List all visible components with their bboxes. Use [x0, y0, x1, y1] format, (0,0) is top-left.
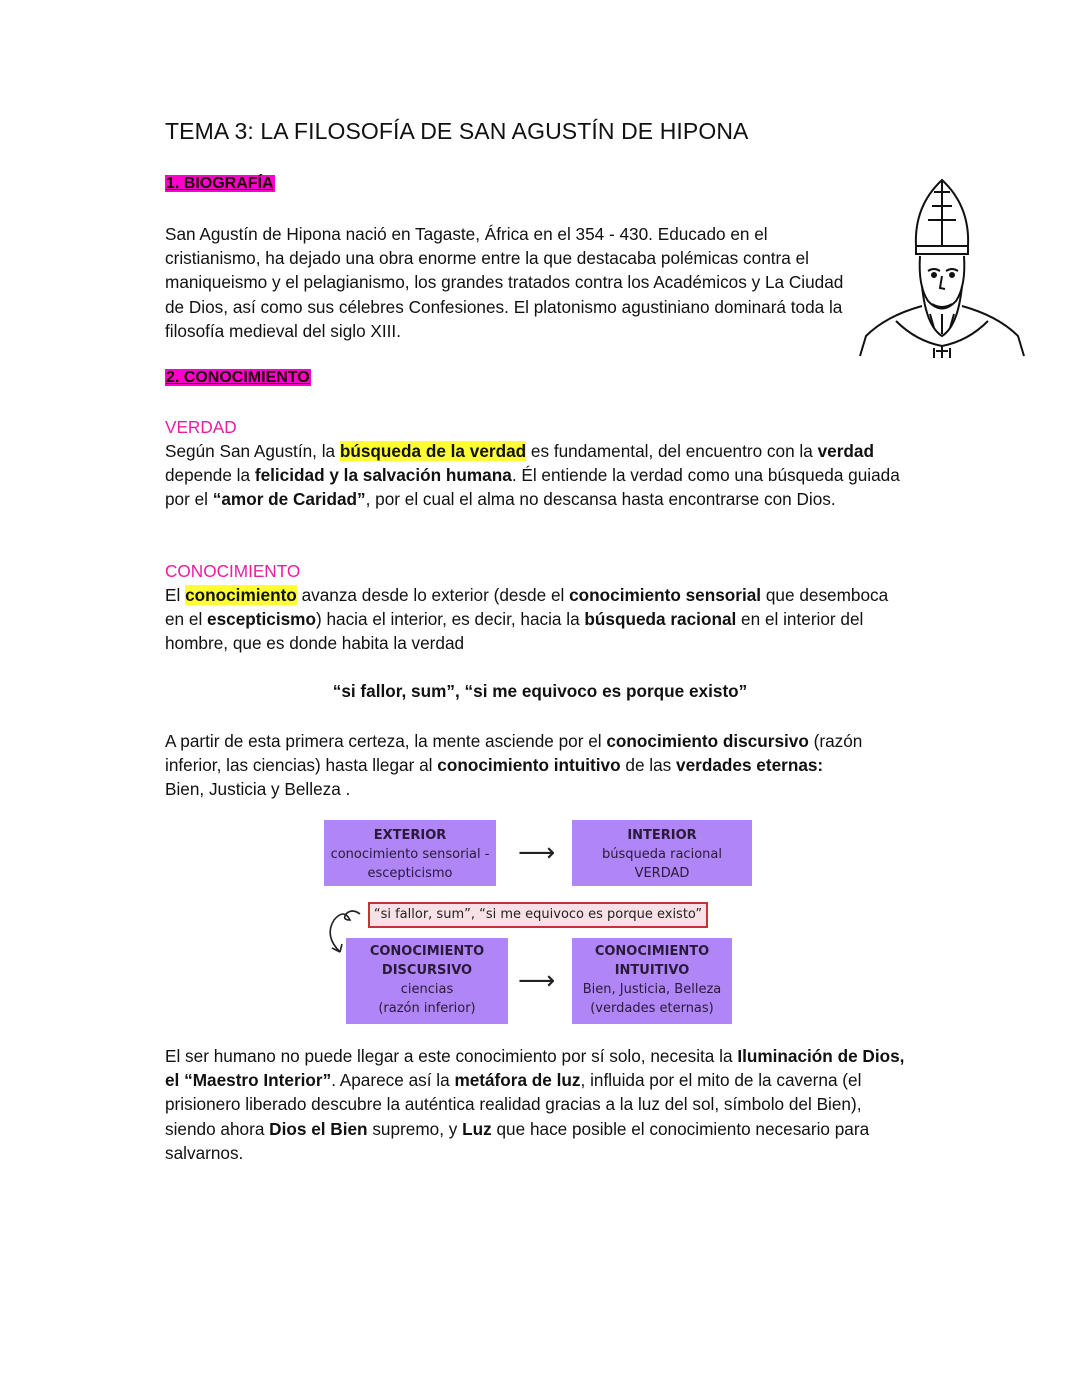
biografia-paragraph: San Agustín de Hipona nació en Tagaste, África en el 354 - 430. Educado en el cristianismo, ha dejado una obra enorme entre la que destacaba polémicas contra el maniqueismo y el pelagianismo, los grandes tratados contra los Académicos y La Ciudad de Dios, así como sus célebres Confesiones. El platonismo agustiniano dominará toda la filosofía medieval del siglo XIII. — [165, 224, 844, 341]
diagram-box-discursivo: CONOCIMIENTO DISCURSIVO ciencias (razón inferior) — [346, 938, 508, 1024]
diagram-box-exterior: EXTERIOR conocimiento sensorial - escepticismo — [324, 820, 496, 886]
diagram-box-interior: INTERIOR búsqueda racional VERDAD — [572, 820, 752, 886]
section-heading-biografia: 1. BIOGRAFÍA — [166, 175, 274, 192]
arrow-right-icon: ⟶ — [518, 838, 556, 868]
subheading-conocimiento: CONOCIMIENTO — [165, 561, 301, 581]
diagram-box-intuitivo: CONOCIMIENTO INTUITIVO Bien, Justicia, Belleza (verdades eternas) — [572, 938, 732, 1024]
saint-augustine-portrait-icon — [856, 176, 1028, 358]
subheading-verdad: VERDAD — [165, 417, 237, 437]
arrow-right-icon: ⟶ — [518, 966, 556, 996]
ascenso-paragraph: A partir de esta primera certeza, la mente asciende por el conocimiento discursivo (razón inferior, las ciencias) hasta llegar al conocimiento intuitivo de las verdades eternas: Bien, Justicia y Belleza . — [165, 731, 863, 800]
verdad-paragraph: Según San Agustín, la búsqueda de la verdad es fundamental, del encuentro con la verdad depende la felicidad y la salvación humana. Él entiende la verdad como una búsqueda guiada por el “amor de Caridad”, por el cual el alma no descansa hasta encontrarse con Dios. — [165, 441, 900, 510]
cogito-quote: “si fallor, sum”, “si me equivoco es porque existo” — [332, 681, 748, 701]
diagram-quote-box: “si fallor, sum”, “si me equivoco es porque existo” — [368, 902, 708, 928]
section-heading-conocimiento: 2. CONOCIMIENTO — [166, 369, 310, 386]
iluminacion-paragraph: El ser humano no puede llegar a este conocimiento por sí solo, necesita la Iluminación de Dios, el “Maestro Interior”. Aparece así la metáfora de luz, influida por el mito de la caverna (el prisionero liberado descubre la auténtica realidad gracias a la luz del sol, símbolo del Bien), siendo ahora Dios el Bien supremo, y Luz que hace posible el conocimiento necesario para salvarnos. — [165, 1046, 905, 1163]
knowledge-diagram — [320, 816, 760, 1028]
conocimiento-paragraph: El conocimiento avanza desde lo exterior (desde el conocimiento sensorial que desemboca en el escepticismo) hacia el interior, es decir, hacia la búsqueda racional en el interior del hombre, que es donde habita la verdad — [165, 585, 889, 654]
page-title: TEMA 3: LA FILOSOFÍA DE SAN AGUSTÍN DE HIPONA — [165, 118, 749, 144]
